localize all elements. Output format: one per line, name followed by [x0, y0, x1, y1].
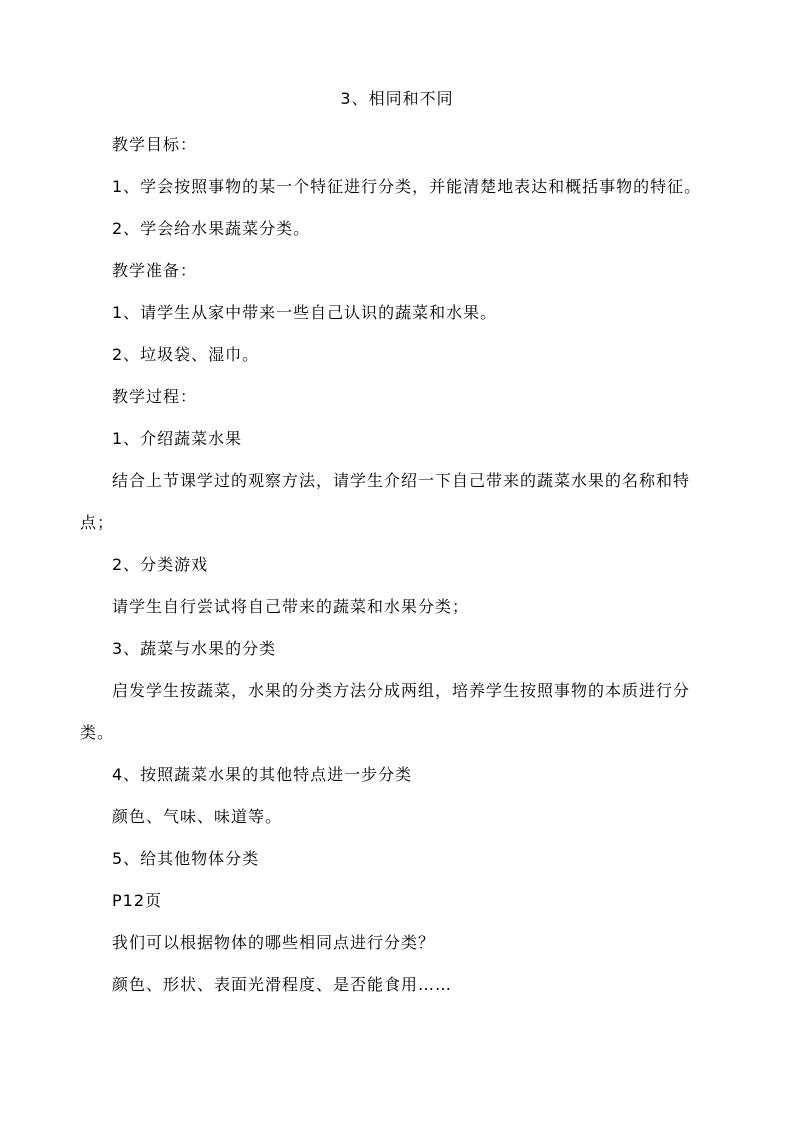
objective-item-2: 2、学会给水果蔬菜分类。	[112, 219, 311, 238]
process-step-4-heading: 4、按照蔬菜水果的其他特点进一步分类	[112, 765, 413, 784]
process-step-3-text: 启发学生按蔬菜，水果的分类方法分成两组，培养学生按照事物的本质进行分类。	[80, 681, 691, 742]
process-step-1-text: 结合上节课学过的观察方法，请学生介绍一下自己带来的蔬菜水果的名称和特点；	[80, 471, 691, 532]
discussion-answer: 颜色、形状、表面光滑程度、是否能食用……	[112, 975, 453, 994]
objective-item-1: 1、学会按照事物的某一个特征进行分类，并能清楚地表达和概括事物的特征。	[112, 177, 702, 196]
process-step-4-text: 颜色、气味、味道等。	[112, 807, 283, 826]
section-heading-process: 教学过程：	[112, 387, 198, 406]
process-step-5-heading: 5、给其他物体分类	[112, 849, 260, 868]
discussion-question: 我们可以根据物体的哪些相同点进行分类？	[112, 933, 436, 952]
page-reference: P12页	[112, 891, 163, 910]
process-step-2-text: 请学生自行尝试将自己带来的蔬菜和水果分类；	[112, 597, 470, 616]
section-heading-preparation: 教学准备：	[112, 261, 198, 280]
document-title: 3、相同和不同	[340, 89, 454, 108]
process-step-1-heading: 1、介绍蔬菜水果	[112, 429, 243, 448]
process-step-2-heading: 2、分类游戏	[112, 555, 209, 574]
process-step-3-heading: 3、蔬菜与水果的分类	[112, 639, 277, 658]
preparation-item-2: 2、垃圾袋、湿巾。	[112, 345, 260, 364]
section-heading-objectives: 教学目标：	[112, 135, 198, 154]
document-body	[80, 124, 720, 1006]
preparation-item-1: 1、请学生从家中带来一些自己认识的蔬菜和水果。	[112, 303, 498, 322]
